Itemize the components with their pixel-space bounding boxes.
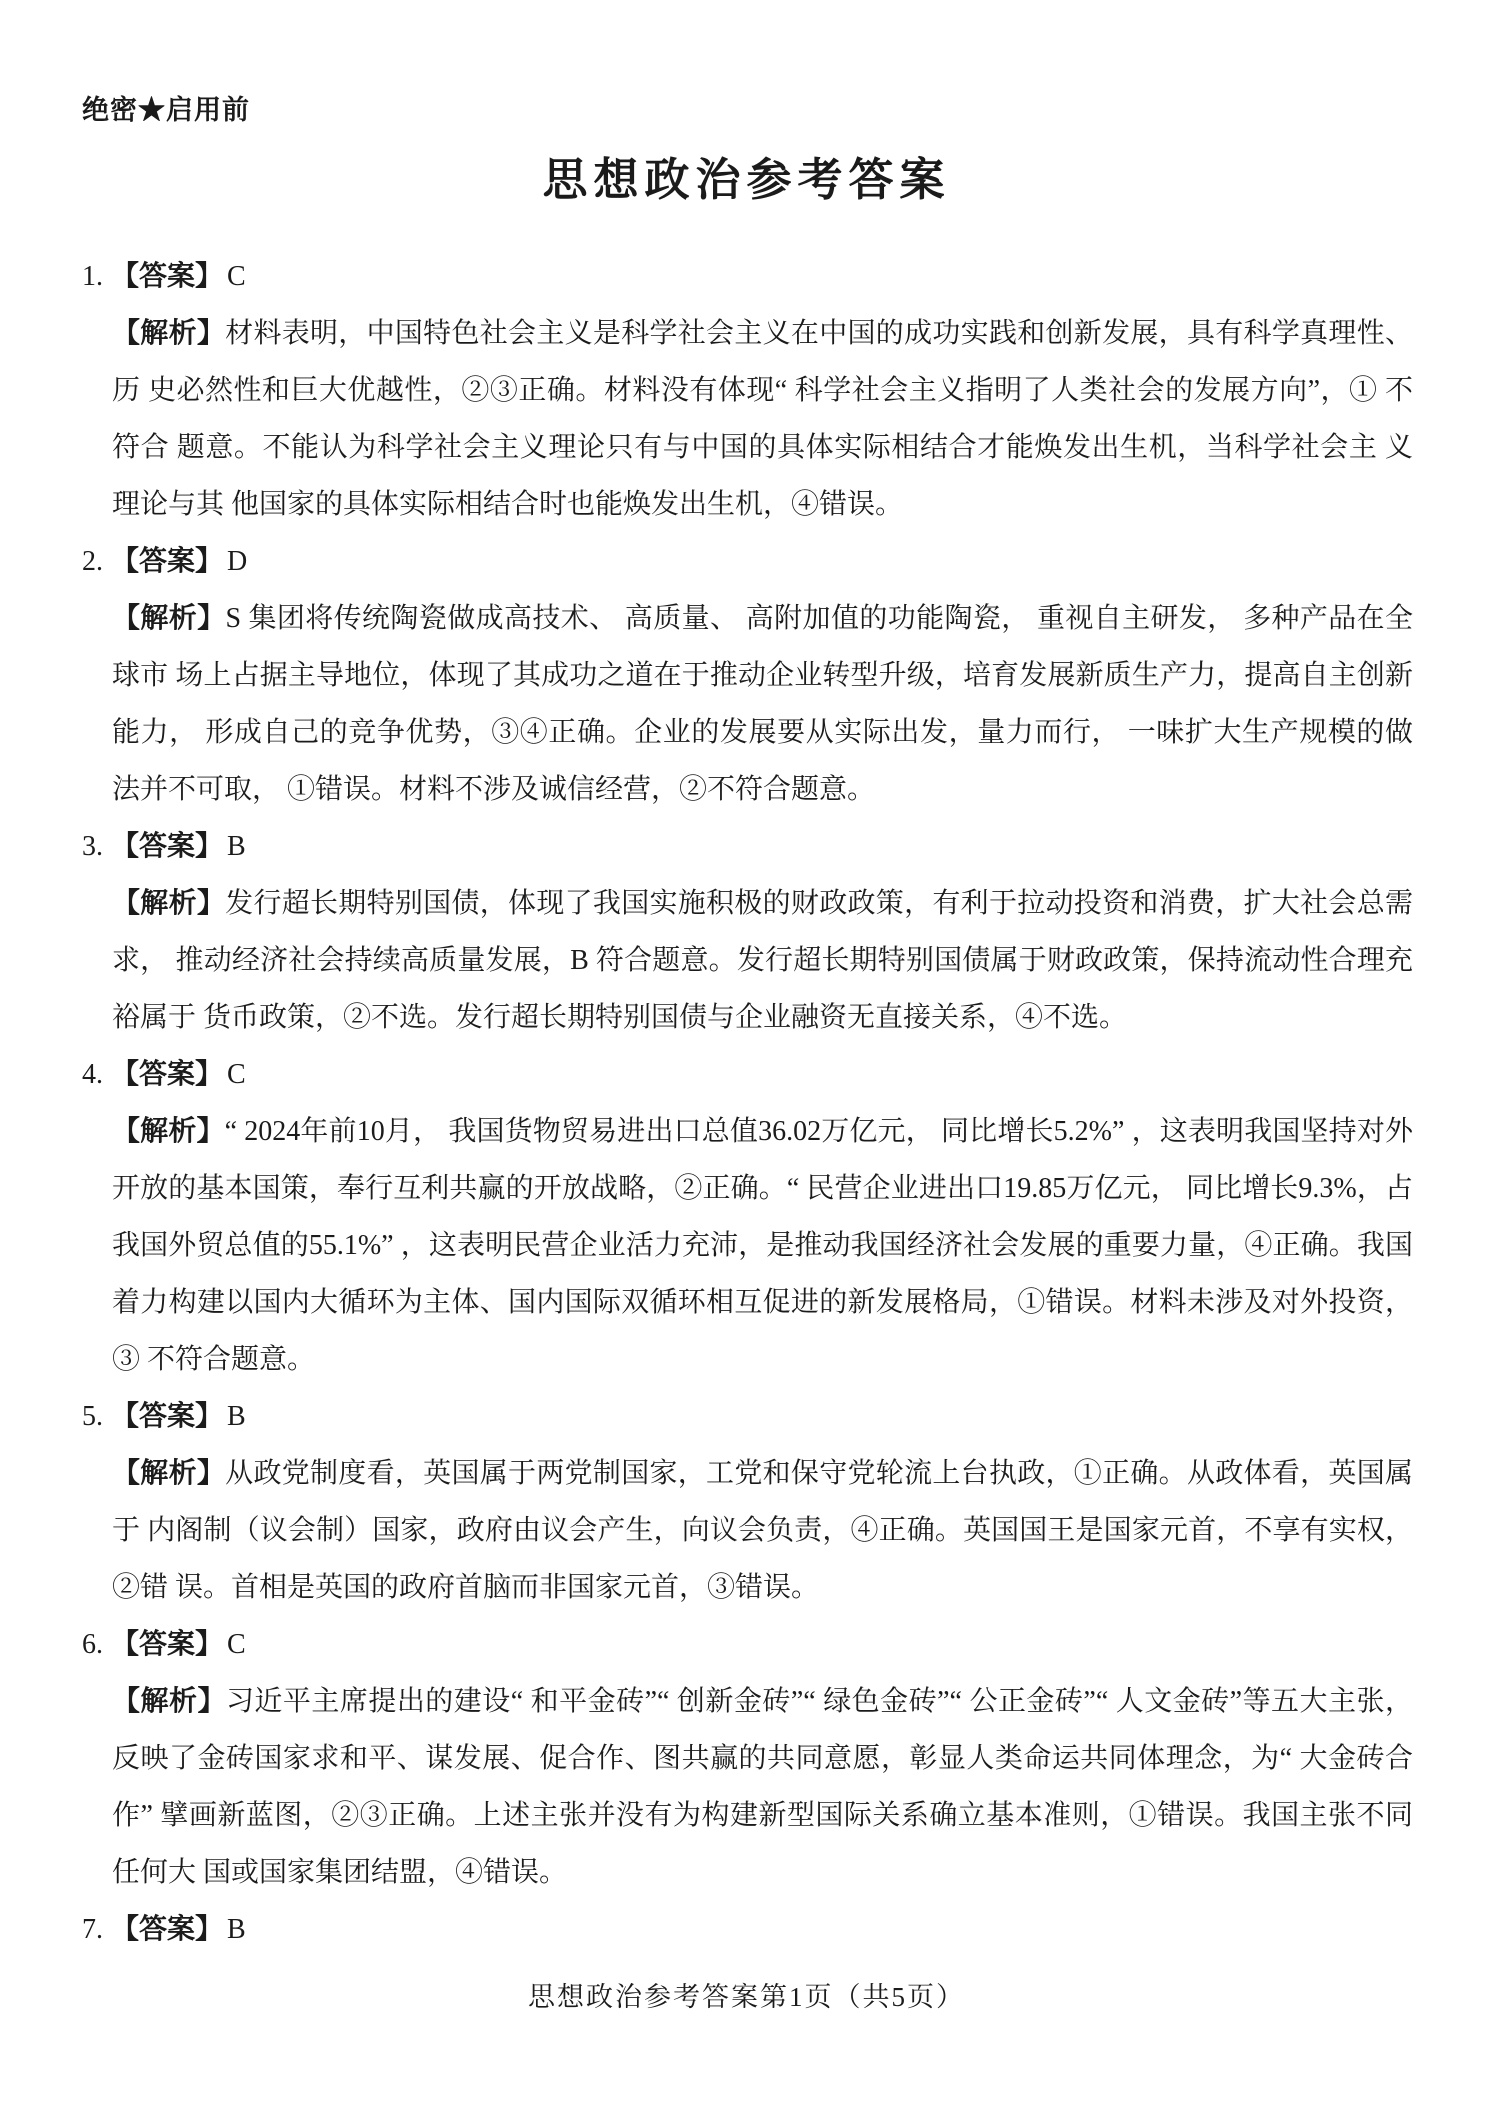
analysis-text: S 集团将传统陶瓷做成高技术、 高质量、 高附加值的功能陶瓷， 重视自主研发， 多种产品在全球市 场上占据主导地位，体现了其成功之道在于推动企业转型升级，培育发展新质生产力，提高自主创新能力， 形成自己的竞争优势，③④正确。企业的发展要从实际出发，量力而行， 一味扩大生产规模的做法并不可取， ①错误。材料不涉及诚信经营，②不符合题意。 xyxy=(112,603,1413,805)
item-number: 5. xyxy=(82,1401,103,1432)
answer-line xyxy=(82,818,1413,875)
answer-line xyxy=(82,1046,1413,1103)
analysis-paragraph xyxy=(112,305,1413,533)
answer-letter: C xyxy=(227,1629,247,1660)
answer-line xyxy=(82,248,1413,305)
answer-label: 【答案】 xyxy=(111,1914,224,1945)
answer-letter: B xyxy=(227,1914,247,1945)
item-number: 6. xyxy=(82,1629,103,1660)
analysis-paragraph xyxy=(112,1673,1413,1901)
answer-label: 【答案】 xyxy=(111,546,224,577)
analysis-paragraph xyxy=(112,590,1413,818)
answer-letter: B xyxy=(227,1401,247,1432)
answer-label: 【答案】 xyxy=(111,1629,224,1660)
answer-line xyxy=(82,1901,1413,1958)
analysis-text: “ 2024年前10月， 我国货物贸易进出口总值36.02万亿元， 同比增长5.2%” ，这表明我国坚持对外 开放的基本国策，奉行互利共赢的开放战略，②正确。“ 民营企业进出口19.85万亿元， 同比增长9.3%，占 我国外贸总值的55.1%” ，这表明民营企业活力充沛，是推动我国经济社会发展的重要力量，④正确。我国 着力构建以国内大循环为主体、国内国际双循环相互促进的新发展格局，①错误。材料未涉及对外投资，③ 不符合题意。 xyxy=(112,1116,1413,1375)
item-number: 4. xyxy=(82,1059,103,1090)
answer-label: 【答案】 xyxy=(111,261,224,292)
answer-letter: C xyxy=(227,261,247,292)
answer-label: 【答案】 xyxy=(111,1059,224,1090)
answer-item-3 xyxy=(82,818,1413,1046)
analysis-paragraph xyxy=(112,1445,1413,1616)
analysis-label: 【解析】 xyxy=(112,318,226,349)
answer-item-5 xyxy=(82,1388,1413,1616)
item-number: 1. xyxy=(82,261,103,292)
analysis-text: 材料表明，中国特色社会主义是科学社会主义在中国的成功实践和创新发展，具有科学真理性、历 史必然性和巨大优越性，②③正确。材料没有体现“ 科学社会主义指明了人类社会的发展方向”，① 不符合 题意。不能认为科学社会主义理论只有与中国的具体实际相结合才能焕发出生机，当科学社会主 义理论与其 他国家的具体实际相结合时也能焕发出生机，④错误。 xyxy=(112,318,1413,520)
answer-item-2 xyxy=(82,533,1413,818)
analysis-label: 【解析】 xyxy=(112,1458,226,1489)
answer-label: 【答案】 xyxy=(111,831,224,862)
analysis-label: 【解析】 xyxy=(112,888,226,919)
item-number: 3. xyxy=(82,831,103,862)
answer-item-6 xyxy=(82,1616,1413,1901)
answer-letter: D xyxy=(227,546,249,577)
analysis-text: 发行超长期特别国债，体现了我国实施积极的财政政策，有利于拉动投资和消费，扩大社会总需求， 推动经济社会持续高质量发展，B 符合题意。发行超长期特别国债属于财政政策，保持流动性合理充裕属于 货币政策，②不选。发行超长期特别国债与企业融资无直接关系，④不选。 xyxy=(112,888,1413,1033)
item-number: 2. xyxy=(82,546,103,577)
analysis-text: 习近平主席提出的建设“ 和平金砖”“ 创新金砖”“ 绿色金砖”“ 公正金砖”“ 人文金砖”等五大主张，反映了金砖国家求和平、谋发展、促合作、图共赢的共同意愿，彰显人类命运共同体理念，为“ 大金砖合作” 擘画新蓝图，②③正确。上述主张并没有为构建新型国际关系确立基本准则，①错误。我国主张不同任何大 国或国家集团结盟，④错误。 xyxy=(112,1686,1413,1888)
analysis-label: 【解析】 xyxy=(112,603,226,634)
analysis-label: 【解析】 xyxy=(112,1116,225,1147)
answer-item-7 xyxy=(82,1901,1413,1958)
analysis-text: 从政党制度看，英国属于两党制国家，工党和保守党轮流上台执政，①正确。从政体看，英国属于 内阁制（议会制）国家，政府由议会产生，向议会负责，④正确。英国国王是国家元首，不享有实权，②错 误。首相是英国的政府首脑而非国家元首，③错误。 xyxy=(112,1458,1413,1603)
classification-banner: 绝密★启用前 xyxy=(82,95,250,125)
answer-line xyxy=(82,1616,1413,1673)
answer-line xyxy=(82,1388,1413,1445)
analysis-paragraph xyxy=(112,1103,1413,1388)
answer-letter: B xyxy=(227,831,247,862)
answer-item-1 xyxy=(82,248,1413,533)
analysis-label: 【解析】 xyxy=(112,1686,226,1717)
answer-line xyxy=(82,533,1413,590)
item-number: 7. xyxy=(82,1914,103,1945)
analysis-paragraph xyxy=(112,875,1413,1046)
answer-letter: C xyxy=(227,1059,247,1090)
page-title: 思想政治参考答案 xyxy=(542,155,951,205)
answers-section xyxy=(82,248,1413,1958)
answer-item-4 xyxy=(82,1046,1413,1388)
answer-label: 【答案】 xyxy=(111,1401,224,1432)
page-footer: 思想政治参考答案第1页（共5页） xyxy=(528,1982,965,2012)
